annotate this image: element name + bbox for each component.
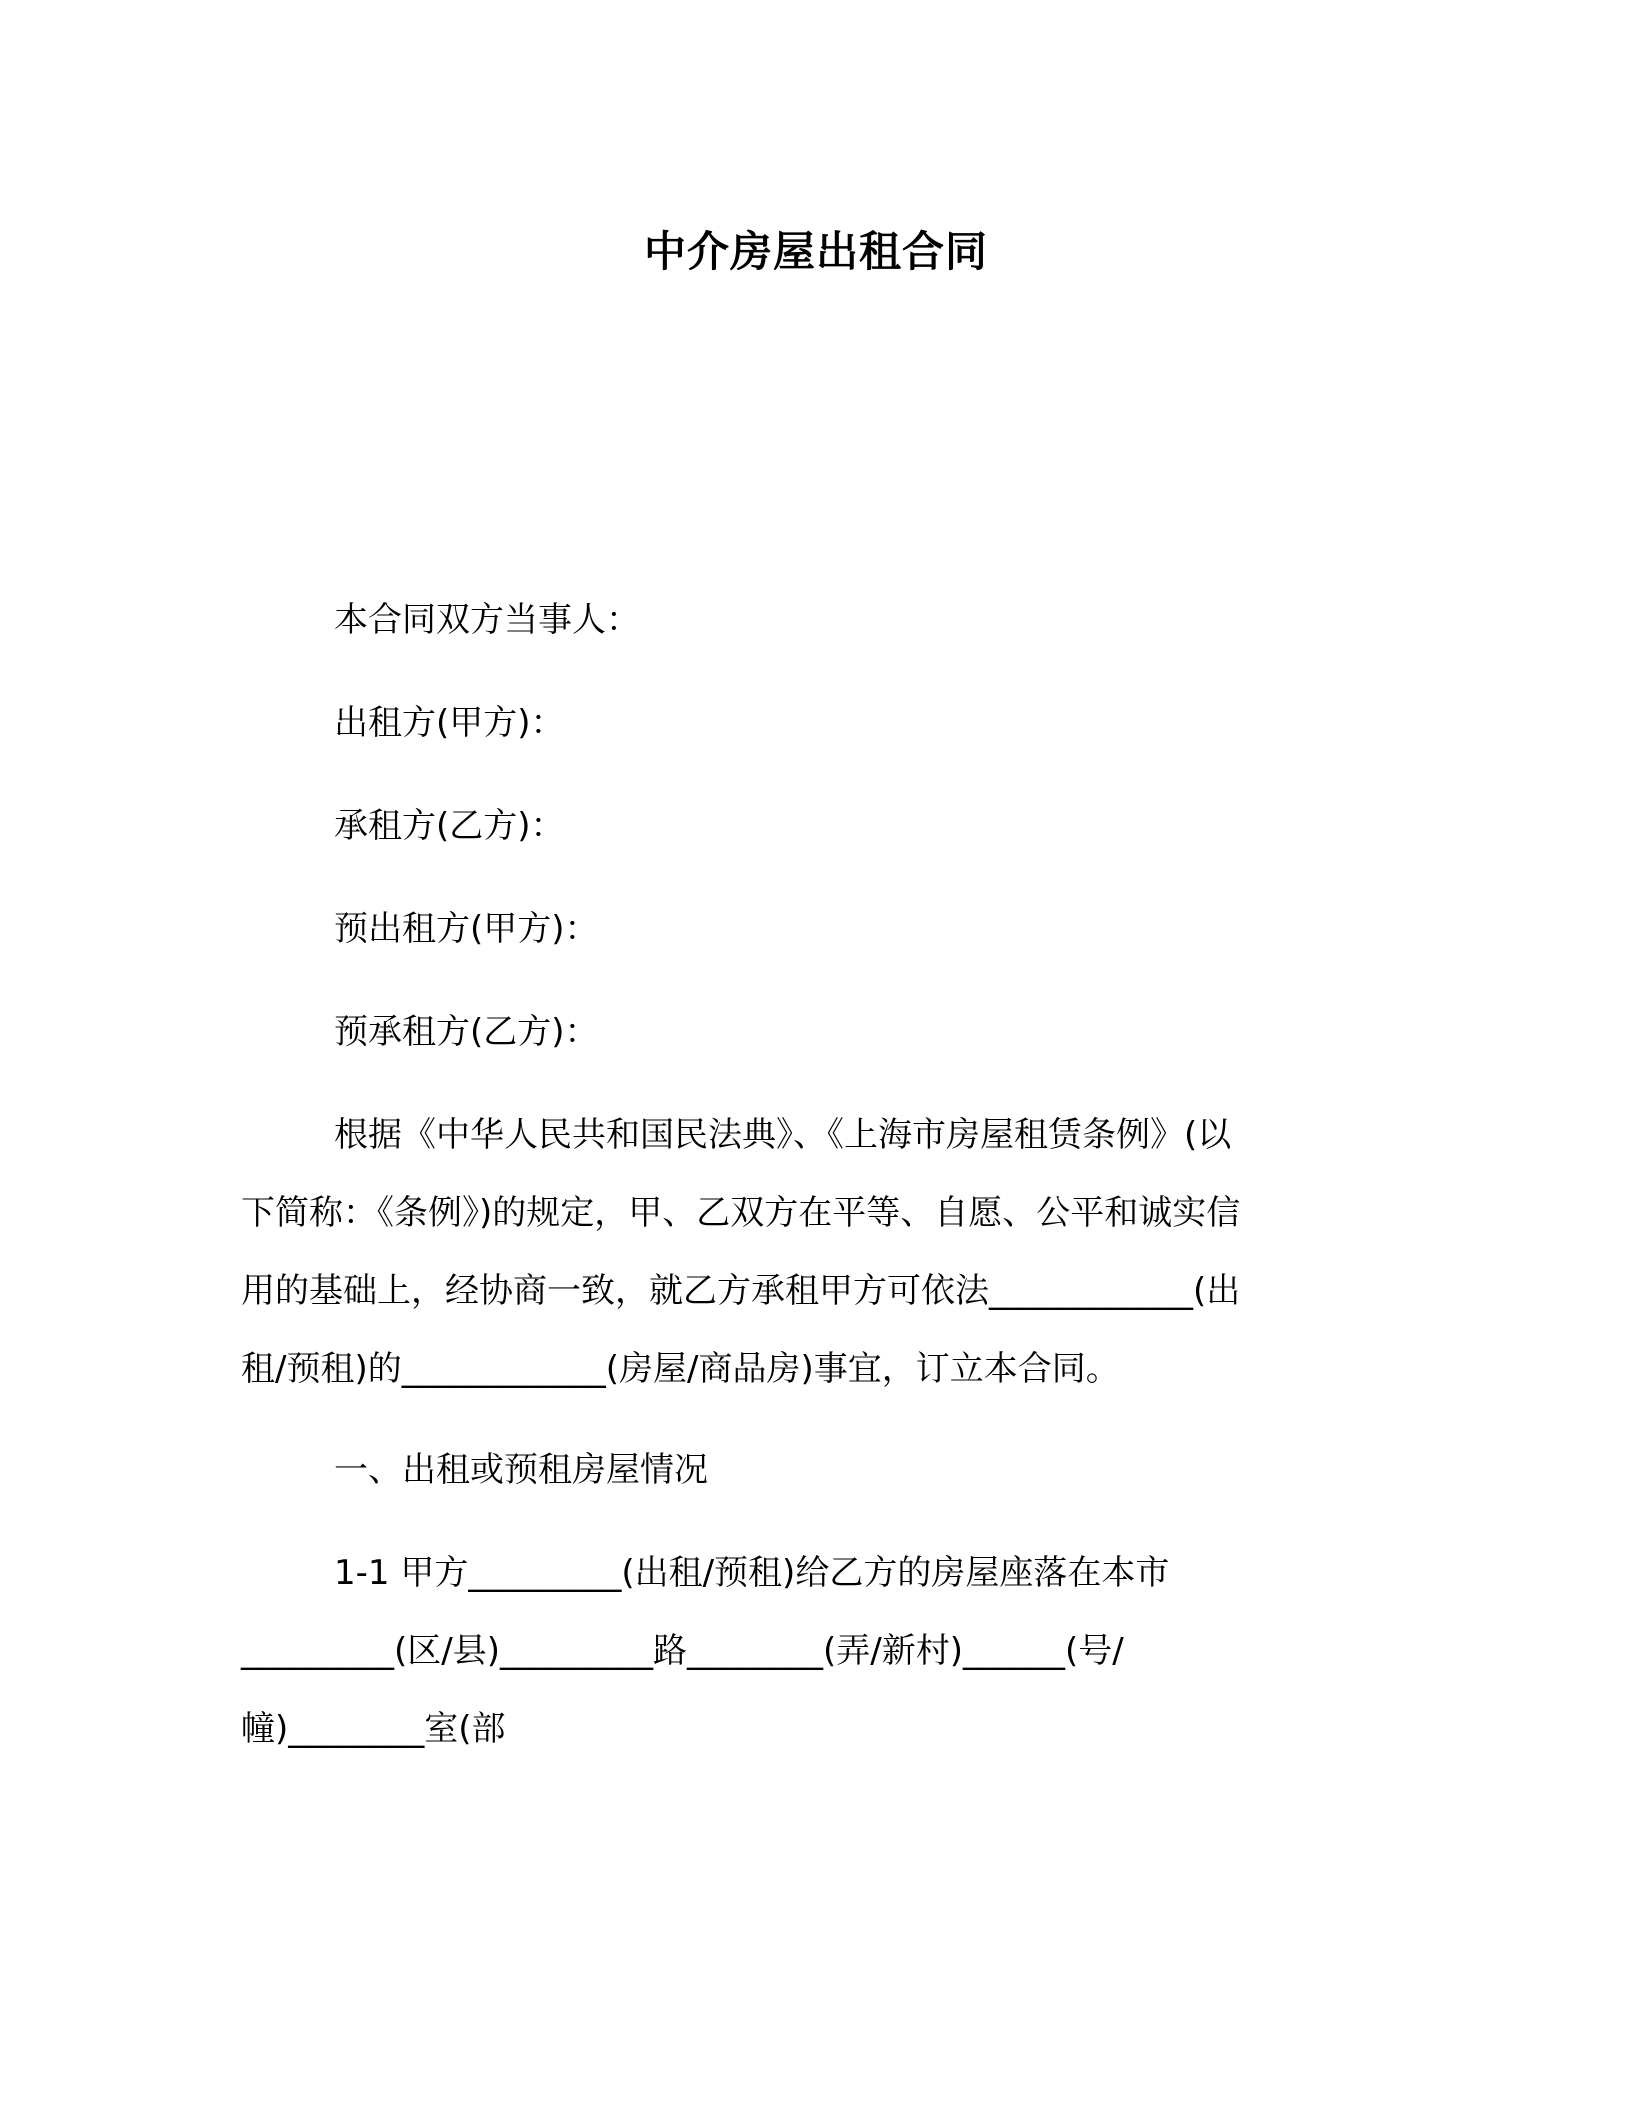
- lessee-label: 承租方(乙方)：: [334, 806, 565, 846]
- lessor-label: 出租方(甲方)：: [334, 703, 565, 743]
- clause-line: 1-1 甲方_________(出租/预租)给乙方的房屋座落在本市: [334, 1553, 1170, 1593]
- pre-lessee-label: 预承租方(乙方)：: [334, 1012, 599, 1052]
- clause-line: _________(区/县)_________路________(弄/新村)______(号/: [241, 1631, 1124, 1671]
- pre-lessor-label: 预出租方(甲方)：: [334, 909, 599, 949]
- preamble-line: 下简称：《条例》)的规定，甲、乙双方在平等、自愿、公平和诚实信: [241, 1193, 1241, 1233]
- document-title: 中介房屋出租合同: [643, 227, 988, 276]
- preamble-line: 租/预租)的____________(房屋/商品房)事宜，订立本合同。: [241, 1349, 1120, 1389]
- clause-line: 幢)________室(部: [241, 1709, 506, 1749]
- preamble-line: 根据《中华人民共和国民法典》、《上海市房屋租赁条例》(以: [334, 1115, 1232, 1155]
- preamble-line: 用的基础上，经协商一致，就乙方承租甲方可依法____________(出: [241, 1271, 1241, 1311]
- section-heading: 一、出租或预租房屋情况: [334, 1450, 708, 1490]
- parties-intro: 本合同双方当事人：: [334, 600, 640, 640]
